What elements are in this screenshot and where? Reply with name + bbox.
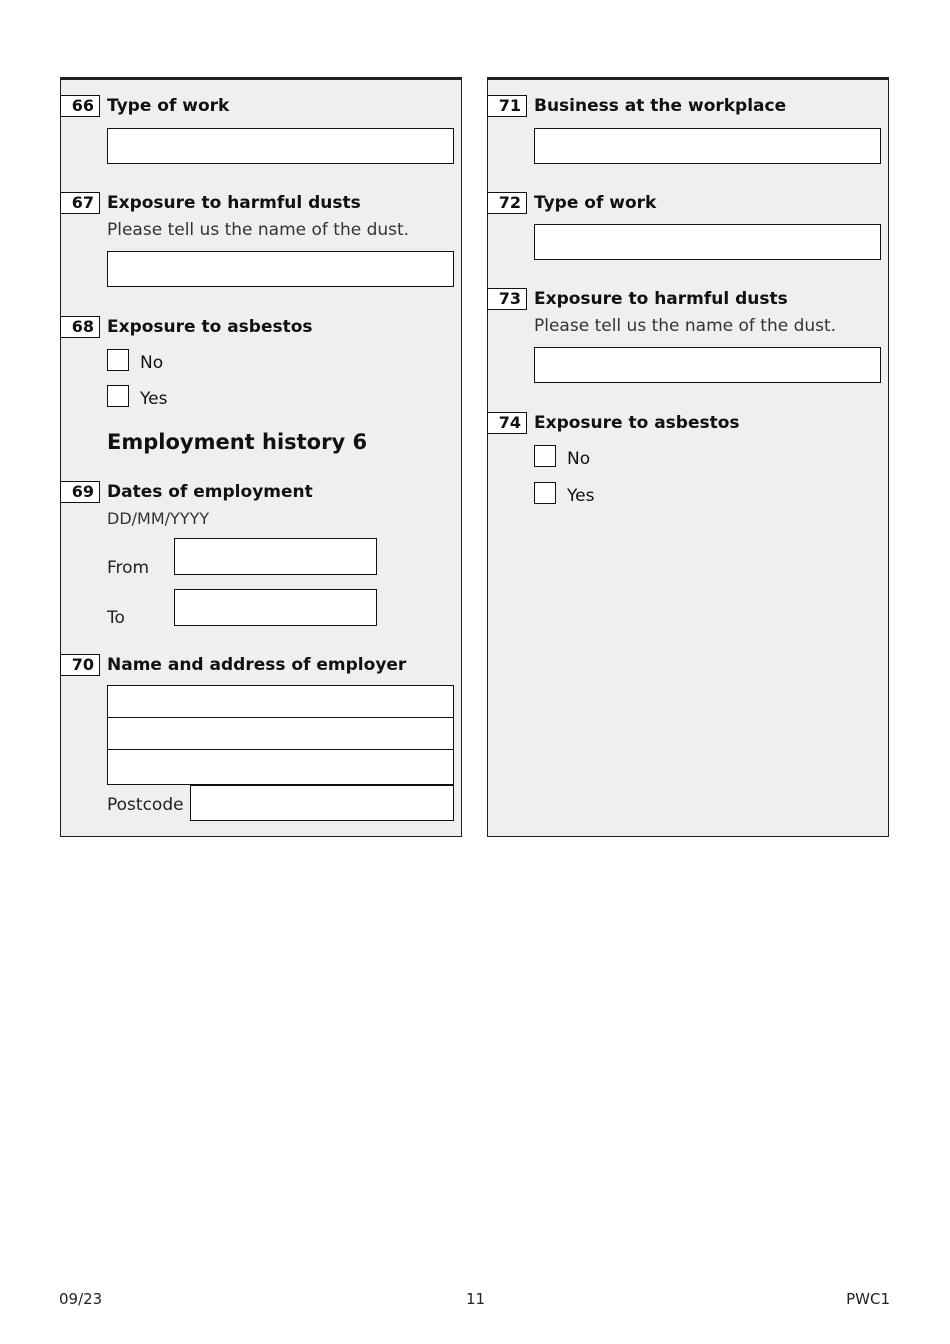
question-label-business: Business at the workplace bbox=[534, 96, 787, 116]
employer-address-line-2[interactable] bbox=[107, 717, 454, 750]
question-number-71: 71 bbox=[487, 95, 527, 117]
question-label-harmful-dusts: Exposure to harmful dusts bbox=[107, 193, 361, 213]
postcode-label: Postcode bbox=[107, 795, 184, 815]
question-number-72: 72 bbox=[487, 192, 527, 214]
question-label-harmful-dusts-2: Exposure to harmful dusts bbox=[534, 289, 788, 309]
question-number-74: 74 bbox=[487, 412, 527, 434]
postcode-input[interactable] bbox=[190, 785, 454, 821]
employment-history-heading: Employment history 6 bbox=[107, 430, 368, 454]
asbestos-no-checkbox[interactable] bbox=[107, 349, 129, 371]
harmful-dusts-input-2[interactable] bbox=[534, 347, 881, 383]
asbestos-yes-label-2: Yes bbox=[567, 486, 595, 506]
question-number-69: 69 bbox=[60, 481, 100, 503]
question-number-67: 67 bbox=[60, 192, 100, 214]
footer-form-code: PWC1 bbox=[846, 1290, 890, 1308]
asbestos-no-label-2: No bbox=[567, 449, 591, 469]
asbestos-yes-label: Yes bbox=[140, 389, 168, 409]
asbestos-no-checkbox-2[interactable] bbox=[534, 445, 556, 467]
to-date-input[interactable] bbox=[174, 589, 377, 626]
question-number-66: 66 bbox=[60, 95, 100, 117]
question-number-73: 73 bbox=[487, 288, 527, 310]
asbestos-no-label: No bbox=[140, 353, 164, 373]
type-of-work-input-2[interactable] bbox=[534, 224, 881, 260]
question-label-type-of-work: Type of work bbox=[107, 96, 230, 116]
question-label-type-of-work-2: Type of work bbox=[534, 193, 657, 213]
date-format-hint: DD/MM/YYYY bbox=[107, 509, 210, 528]
from-label: From bbox=[107, 558, 150, 578]
right-panel bbox=[487, 77, 889, 837]
harmful-dusts-input[interactable] bbox=[107, 251, 454, 287]
harmful-dusts-hint: Please tell us the name of the dust. bbox=[107, 220, 410, 240]
type-of-work-input[interactable] bbox=[107, 128, 454, 164]
business-input[interactable] bbox=[534, 128, 881, 164]
footer-date: 09/23 bbox=[59, 1290, 103, 1308]
employer-address-line-3[interactable] bbox=[107, 749, 454, 785]
asbestos-yes-checkbox[interactable] bbox=[107, 385, 129, 407]
to-label: To bbox=[107, 608, 125, 628]
question-label-dates: Dates of employment bbox=[107, 482, 313, 502]
question-label-employer: Name and address of employer bbox=[107, 655, 407, 675]
asbestos-yes-checkbox-2[interactable] bbox=[534, 482, 556, 504]
question-label-asbestos-2: Exposure to asbestos bbox=[534, 413, 740, 433]
employer-address-line-1[interactable] bbox=[107, 685, 454, 718]
from-date-input[interactable] bbox=[174, 538, 377, 575]
question-number-68: 68 bbox=[60, 316, 100, 338]
left-panel bbox=[60, 77, 462, 837]
harmful-dusts-hint-2: Please tell us the name of the dust. bbox=[534, 316, 837, 336]
question-label-asbestos: Exposure to asbestos bbox=[107, 317, 313, 337]
question-number-70: 70 bbox=[60, 654, 100, 676]
footer-page-number: 11 bbox=[466, 1290, 486, 1308]
